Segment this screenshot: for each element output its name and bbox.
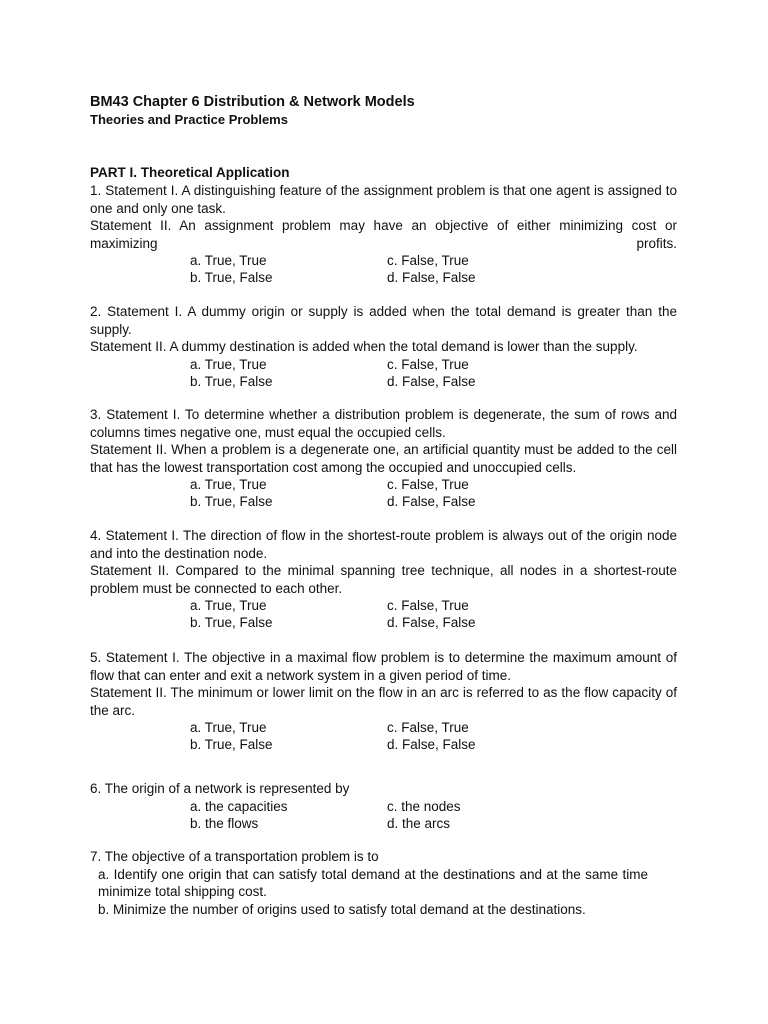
question-1 (90, 182, 677, 286)
answer-options (190, 252, 677, 286)
option-b[interactable]: b. Minimize the number of origins used to satisfy total demand at the destinations. (98, 901, 586, 917)
document-title: BM43 Chapter 6 Distribution & Network Models (90, 94, 415, 110)
option-a[interactable]: a. True, True (190, 720, 267, 735)
answer-options (190, 476, 677, 510)
option-a[interactable]: a. True, True (190, 253, 267, 268)
question-statement-1: 2. Statement I. A dummy origin or supply is added when the total demand is greater than the supply. (90, 304, 677, 337)
option-d[interactable]: d. the arcs (387, 815, 451, 831)
question-statement-1: 4. Statement I. The direction of flow in the shortest-route problem is always out of the origin node and into the destination node. (90, 528, 677, 561)
question-5 (90, 649, 677, 753)
option-a[interactable]: a. Identify one origin that can satisfy total demand at the destinations and at the same time minimize total shipping cost. (98, 866, 648, 899)
option-b[interactable]: b. True, False (190, 494, 273, 509)
option-a[interactable]: a. the capacities (190, 798, 288, 814)
option-c[interactable]: c. the nodes (387, 798, 461, 814)
option-b[interactable]: b. True, False (190, 373, 273, 389)
question-3 (90, 406, 677, 510)
part-heading: PART I. Theoretical Application (90, 165, 290, 180)
option-c[interactable]: c. False, True (387, 253, 469, 268)
question-statement-2: Statement II. When a problem is a degenerate one, an artificial quantity must be added to the cell that has the lowest transportation cost among the occupied and unoccupied cells. (90, 442, 677, 475)
document-subtitle: Theories and Practice Problems (90, 112, 288, 127)
option-d[interactable]: d. False, False (387, 373, 476, 389)
question-7 (90, 848, 677, 918)
question-stem: 6. The origin of a network is represented by (90, 781, 350, 796)
option-c[interactable]: c. False, True (387, 356, 469, 372)
question-4 (90, 527, 677, 631)
question-statement-1: 3. Statement I. To determine whether a distribution problem is degenerate, the sum of rows and columns times negative one, must equal the occupied cells. (90, 407, 677, 440)
question-6 (90, 780, 677, 832)
question-statement-2: Statement II. Compared to the minimal spanning tree technique, all nodes in a shortest-route problem must be connected to each other. (90, 563, 677, 596)
answer-options (190, 597, 677, 631)
option-b[interactable]: b. True, False (190, 615, 273, 630)
question-statement-2: Statement II. An assignment problem may have an objective of either minimizing cost or maximizing profits. (90, 218, 677, 251)
option-a[interactable]: a. True, True (190, 356, 267, 372)
option-d[interactable]: d. False, False (387, 270, 476, 285)
answer-options (190, 798, 677, 832)
question-statement-1: 1. Statement I. A distinguishing feature of the assignment problem is that one agent is assigned to one and only one task. (90, 183, 677, 216)
option-c[interactable]: c. False, True (387, 477, 469, 492)
question-statement-2: Statement II. A dummy destination is added when the total demand is lower than the supply. (90, 339, 638, 354)
question-stem: 7. The objective of a transportation problem is to (90, 849, 379, 864)
option-c[interactable]: c. False, True (387, 598, 469, 613)
option-b[interactable]: b. True, False (190, 270, 273, 285)
option-d[interactable]: d. False, False (387, 737, 476, 752)
question-2 (90, 303, 677, 390)
option-b[interactable]: b. True, False (190, 737, 273, 752)
option-b[interactable]: b. the flows (190, 815, 259, 831)
question-statement-1: 5. Statement I. The objective in a maximal flow problem is to determine the maximum amount of flow that can enter and exit a network system in a given period of time. (90, 650, 677, 683)
option-a[interactable]: a. True, True (190, 477, 267, 492)
option-d[interactable]: d. False, False (387, 615, 476, 630)
option-a[interactable]: a. True, True (190, 598, 267, 613)
option-c[interactable]: c. False, True (387, 720, 469, 735)
answer-options (190, 356, 677, 390)
option-d[interactable]: d. False, False (387, 494, 476, 509)
question-statement-2: Statement II. The minimum or lower limit on the flow in an arc is referred to as the flow capacity of the arc. (90, 685, 677, 718)
answer-options (190, 719, 677, 753)
